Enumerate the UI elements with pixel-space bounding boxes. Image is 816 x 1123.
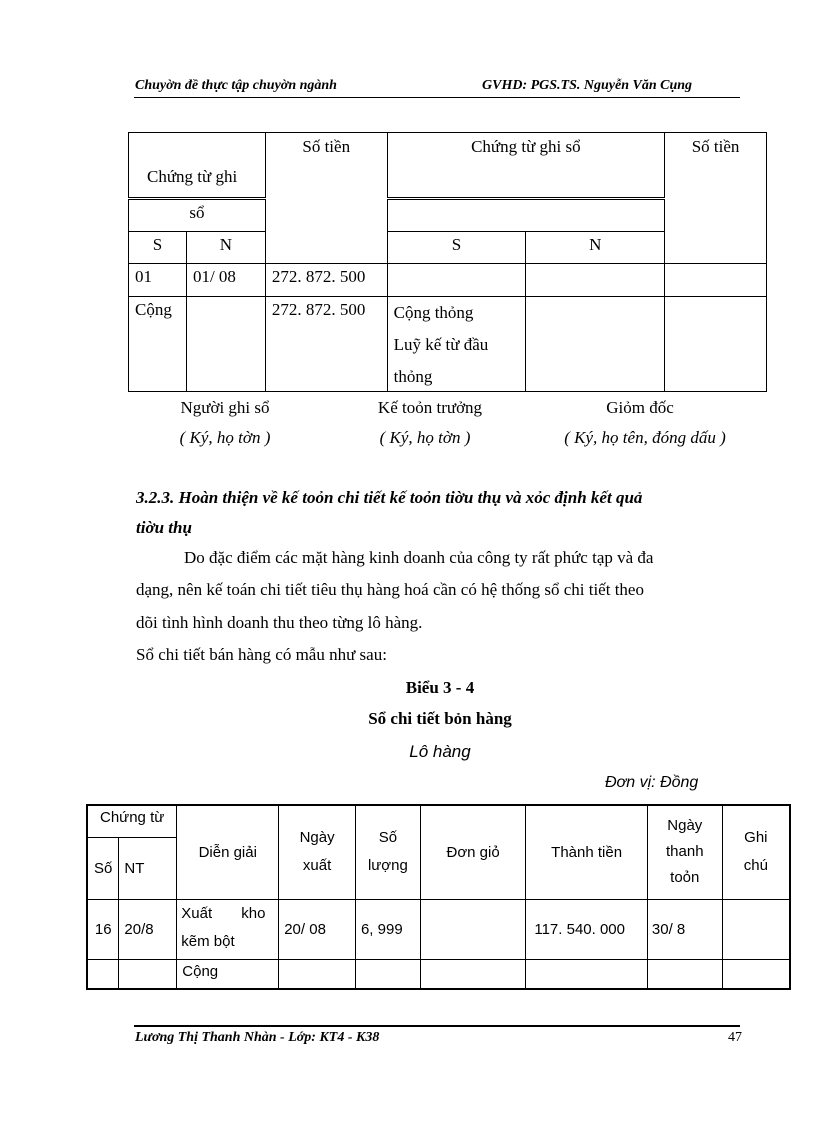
header-s-right: S [387,232,526,264]
table-row: 01 01/ 08 272. 872. 500 [129,264,767,297]
header-ghi-chu: Ghi chú [722,805,790,899]
footer-left: Lương Thị Thanh Nhàn - Lớp: KT4 - K38 [135,1030,380,1045]
bieu-label: Biểu 3 - 4 [405,678,475,697]
paragraph-line: Do đặc điểm các mặt hàng kinh doanh của công ty rất phức tạp và đa [184,548,654,567]
sales-detail-table [86,804,791,990]
paragraph-line: dạng, nên kế toán chi tiết tiêu thụ hàng hoá cần có hệ thống sổ chi tiết theo [136,580,644,599]
table-title: Sổ chi tiết bỏn hàng [368,709,512,728]
header-dien-giai: Diễn giải [177,805,279,899]
cong-thang-cell: Cộng thỏng Luỹ kế từ đầu thỏng [387,297,526,392]
header-don-gia: Đơn giỏ [420,805,526,899]
paragraph-line: Sổ chi tiết bán hàng có mẫu như sau: [136,645,387,664]
section-heading: 3.2.3. Hoàn thiện về kế toỏn chi tiết kế toỏn tiờu thụ và xỏc định kết quả [136,488,643,507]
sig-nguoi-ghi-so: Người ghi sổ [180,398,270,417]
header-so-tien-left: Số tiền [265,133,387,264]
table-row: Cộng [87,959,790,989]
footer-rule [134,1025,740,1027]
table-row: 16 20/8 Xuất kho kẽm bột 20/ 08 6, 999 117. 540. 000 30/ 8 [87,899,790,959]
ledger-table [128,132,767,392]
header-so: Số [87,837,119,899]
page-number: 47 [728,1030,742,1045]
header-n: N [186,232,265,264]
table-row: Cộng 272. 872. 500 Cộng thỏng Luỹ kế từ đầu thỏng [129,297,767,392]
header-so-tien-right: Số tiền [665,133,767,264]
header-chung-tu-so: sổ [129,199,266,232]
header-ngay-thanh-toan: Ngày thanh toỏn [647,805,722,899]
header-ngay-xuat: Ngày xuất [279,805,356,899]
sig-sub-2: ( Ký, họ tờn ) [379,428,471,447]
header-chung-tu: Chứng từ [87,805,177,837]
sig-ke-toan: Kế toỏn trưởng [377,398,483,417]
header-nt: NT [119,837,177,899]
header-rule [134,97,740,98]
header-right: GVHD: PGS.TS. Nguyễn Văn Cụng [482,78,693,93]
unit-label: Đơn vị: Đồng [605,774,699,791]
paragraph-line: dõi tình hình doanh thu theo từng lô hàng. [136,613,423,632]
sig-sub-3: ( Ký, họ tên, đóng dấu ) [564,428,726,447]
header-so-luong: Số lượng [355,805,420,899]
header-s: S [129,232,187,264]
header-thanh-tien: Thành tiền [526,805,648,899]
header-chung-tu: Chứng từ ghi [129,133,266,199]
header-n-right: N [526,232,665,264]
sig-giam-doc: Giỏm đốc [606,398,674,417]
section-heading-cont: tiờu thụ [136,518,192,537]
sig-sub-1: ( Ký, họ tờn ) [179,428,271,447]
lo-hang-label: Lô hàng [409,742,471,761]
header-chung-tu-right: Chứng từ ghi sổ [387,133,664,199]
header-left: Chuyờn đề thực tập chuyờn ngành [135,78,337,93]
